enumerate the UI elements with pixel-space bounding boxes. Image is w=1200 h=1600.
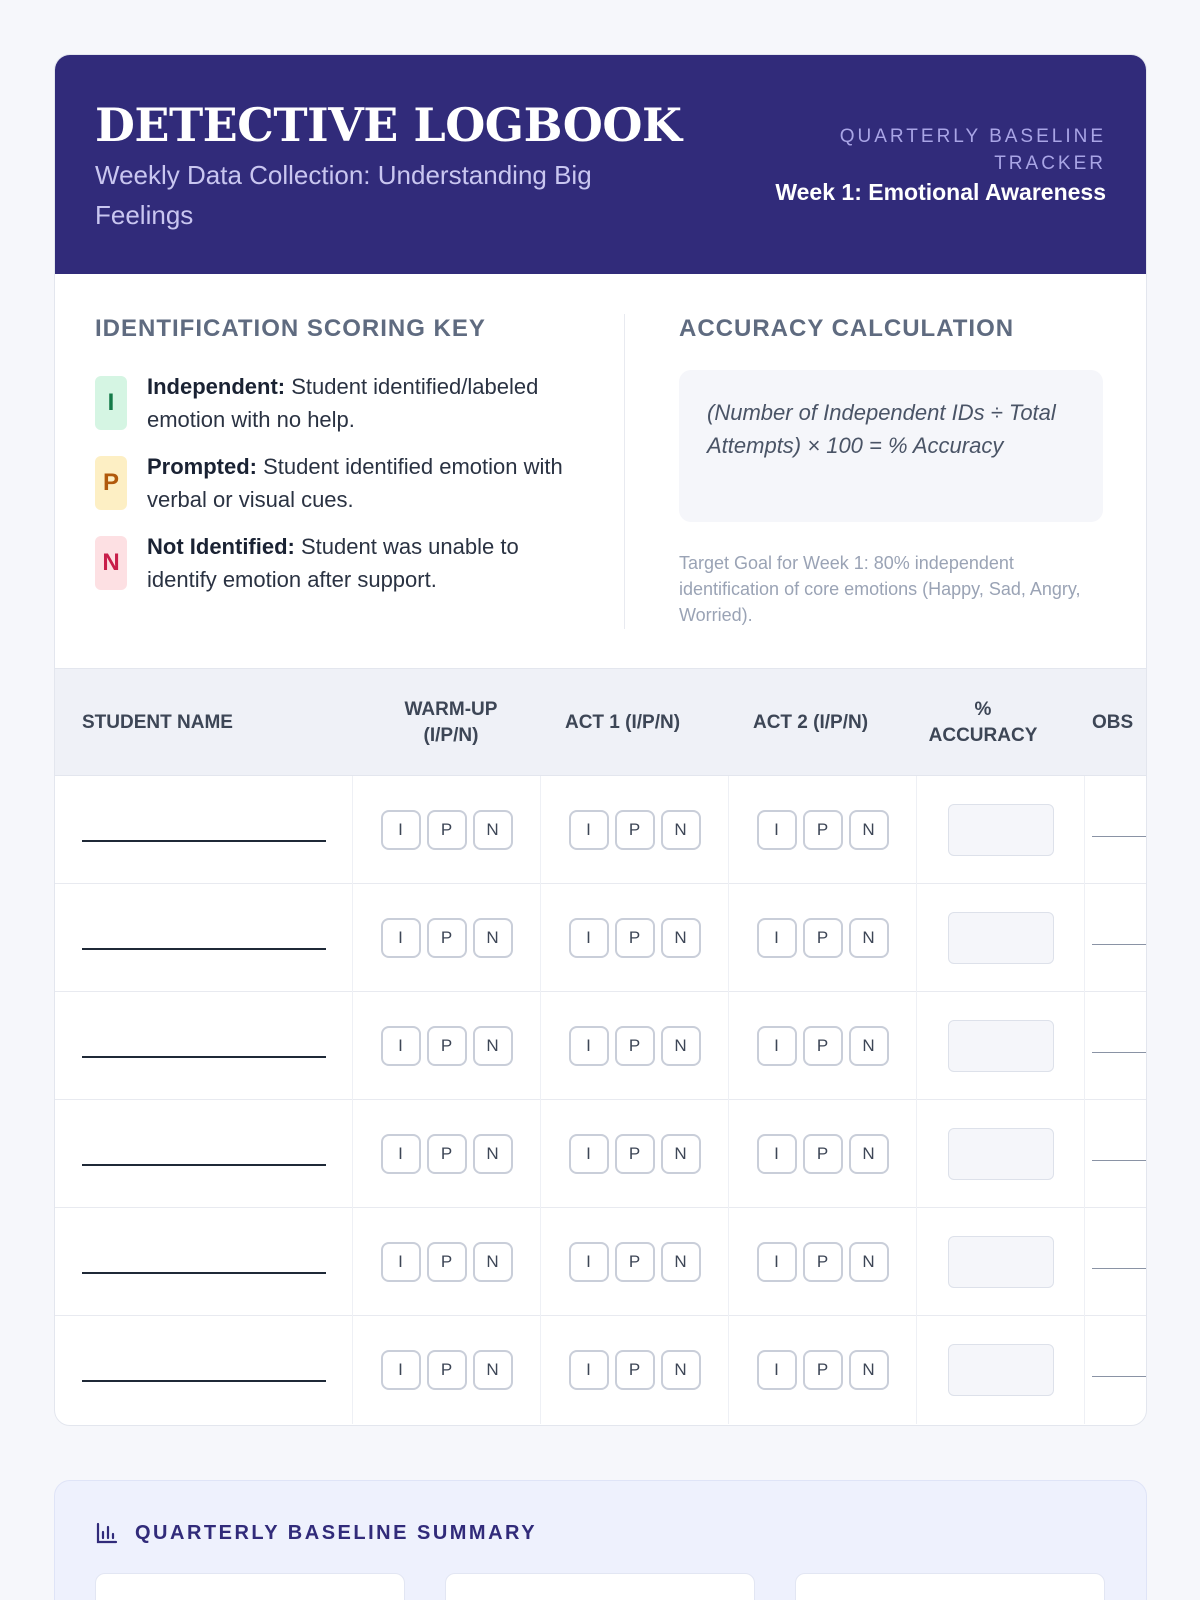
bar-chart-icon (95, 1521, 119, 1545)
score-option-n[interactable]: N (661, 810, 701, 850)
score-option-i[interactable]: I (381, 1026, 421, 1066)
prompted-badge: P (95, 456, 127, 510)
table-row (55, 1208, 1146, 1316)
accuracy-input[interactable] (948, 1236, 1054, 1288)
act-1-cell (541, 1100, 729, 1208)
summary-card (445, 1573, 755, 1600)
key-term: Not Identified: (147, 534, 295, 559)
score-option-n[interactable]: N (849, 1134, 889, 1174)
score-option-p[interactable]: P (615, 1134, 655, 1174)
accuracy-cell (917, 1208, 1085, 1316)
student-name-cell (55, 1100, 353, 1208)
score-option-n[interactable]: N (473, 1242, 513, 1282)
summary-heading: QUARTERLY BASELINE SUMMARY (135, 1521, 538, 1544)
score-option-p[interactable]: P (615, 1026, 655, 1066)
key-desc: Student was unable to identify emotion after support. (147, 534, 519, 592)
observation-line[interactable] (1092, 1376, 1147, 1377)
score-option-i[interactable]: I (569, 810, 609, 850)
table-row (55, 992, 1146, 1100)
column-act-2: ACT 2 (I/P/N) (752, 711, 869, 733)
observation-line[interactable] (1092, 944, 1147, 945)
key-item-prompted (95, 450, 594, 516)
score-option-i[interactable]: I (757, 918, 797, 958)
score-option-n[interactable]: N (661, 1026, 701, 1066)
summary-section (54, 1480, 1147, 1600)
column-student-name: STUDENT NAME (82, 711, 233, 733)
act-2-cell (729, 1100, 917, 1208)
score-option-n[interactable]: N (473, 918, 513, 958)
score-option-i[interactable]: I (381, 1242, 421, 1282)
accuracy-input[interactable] (948, 1020, 1054, 1072)
score-option-p[interactable]: P (615, 1350, 655, 1390)
warm-up-cell (353, 776, 541, 884)
logbook-card (54, 54, 1147, 1426)
score-option-n[interactable]: N (661, 1350, 701, 1390)
warm-up-cell (353, 1316, 541, 1424)
score-option-n[interactable]: N (849, 918, 889, 958)
student-name-line[interactable] (82, 1272, 326, 1274)
score-option-p[interactable]: P (803, 1242, 843, 1282)
score-option-n[interactable]: N (473, 1026, 513, 1066)
student-name-line[interactable] (82, 1056, 326, 1058)
score-option-i[interactable]: I (569, 1350, 609, 1390)
score-option-i[interactable]: I (757, 1242, 797, 1282)
target-goal-note: Target Goal for Week 1: 80% independent identification of core emotions (Happy, Sad, Angry, Worried). (679, 553, 1081, 625)
warm-up-cell (353, 1208, 541, 1316)
act-2-cell (729, 1208, 917, 1316)
score-option-n[interactable]: N (661, 1242, 701, 1282)
act-2-cell (729, 884, 917, 992)
accuracy-cell (917, 884, 1085, 992)
act-1-cell (541, 992, 729, 1100)
week-label: Week 1: Emotional Awareness (775, 179, 1106, 205)
student-name-cell (55, 776, 353, 884)
score-option-p[interactable]: P (803, 1350, 843, 1390)
student-name-cell (55, 1316, 353, 1424)
not-identified-badge: N (95, 536, 127, 590)
score-option-p[interactable]: P (615, 1242, 655, 1282)
page-title: DETECTIVE LOGBOOK (95, 98, 682, 152)
act-1-cell (541, 884, 729, 992)
score-option-i[interactable]: I (381, 1350, 421, 1390)
score-option-i[interactable]: I (569, 1026, 609, 1066)
score-option-n[interactable]: N (849, 810, 889, 850)
observation-line[interactable] (1092, 1052, 1147, 1053)
score-option-n[interactable]: N (661, 1134, 701, 1174)
score-option-p[interactable]: P (803, 810, 843, 850)
score-option-n[interactable]: N (473, 1350, 513, 1390)
accuracy-calculation (625, 314, 1106, 668)
column-observations: OBS (1092, 711, 1134, 733)
formula-text: (Number of Independent IDs ÷ Total Attempts) × 100 = % Accuracy (707, 400, 1056, 458)
accuracy-input[interactable] (948, 1128, 1054, 1180)
observation-line[interactable] (1092, 1160, 1147, 1161)
column-accuracy: % ACCURACY (928, 698, 1038, 746)
score-option-i[interactable]: I (381, 1134, 421, 1174)
page-subtitle: Weekly Data Collection: Understanding Big Feelings (95, 160, 592, 230)
score-option-p[interactable]: P (427, 1026, 467, 1066)
score-option-i[interactable]: I (569, 1134, 609, 1174)
score-option-i[interactable]: I (757, 810, 797, 850)
accuracy-input[interactable] (948, 1344, 1054, 1396)
key-desc: Student identified/labeled emotion with no help. (147, 374, 539, 432)
score-option-n[interactable]: N (849, 1350, 889, 1390)
summary-card (795, 1573, 1105, 1600)
accuracy-cell (917, 776, 1085, 884)
warm-up-cell (353, 992, 541, 1100)
score-option-p[interactable]: P (803, 1026, 843, 1066)
act-2-cell (729, 992, 917, 1100)
table-body (55, 776, 1146, 1424)
warm-up-cell (353, 884, 541, 992)
accuracy-heading: ACCURACY CALCULATION (679, 315, 1015, 342)
table-row (55, 776, 1146, 884)
score-option-p[interactable]: P (615, 810, 655, 850)
score-option-i[interactable]: I (381, 810, 421, 850)
accuracy-cell (917, 1316, 1085, 1424)
act-1-cell (541, 1316, 729, 1424)
formula-box (679, 370, 1103, 522)
score-option-i[interactable]: I (381, 918, 421, 958)
score-option-p[interactable]: P (803, 1134, 843, 1174)
score-option-i[interactable]: I (757, 1026, 797, 1066)
score-option-n[interactable]: N (661, 918, 701, 958)
accuracy-input[interactable] (948, 912, 1054, 964)
student-name-line[interactable] (82, 1164, 326, 1166)
act-1-cell (541, 776, 729, 884)
score-option-p[interactable]: P (803, 918, 843, 958)
independent-badge: I (95, 376, 127, 430)
key-term: Independent: (147, 374, 286, 399)
student-name-line[interactable] (82, 948, 326, 950)
key-item-not-identified (95, 530, 594, 596)
score-option-n[interactable]: N (849, 1242, 889, 1282)
score-option-i[interactable]: I (757, 1350, 797, 1390)
accuracy-input[interactable] (948, 804, 1054, 856)
scoring-key-heading: IDENTIFICATION SCORING KEY (95, 315, 486, 342)
table-header (55, 669, 1146, 776)
student-name-line[interactable] (82, 1380, 326, 1382)
key-term: Prompted: (147, 454, 257, 479)
student-name-line[interactable] (82, 840, 326, 842)
key-desc: Student identified emotion with verbal or visual cues. (147, 454, 563, 512)
act-1-cell (541, 1208, 729, 1316)
score-option-i[interactable]: I (569, 1242, 609, 1282)
student-name-cell (55, 884, 353, 992)
summary-card (95, 1573, 405, 1600)
accuracy-cell (917, 1100, 1085, 1208)
header (55, 55, 1146, 274)
score-option-n[interactable]: N (473, 1134, 513, 1174)
score-option-p[interactable]: P (427, 918, 467, 958)
table-row (55, 1316, 1146, 1424)
tracker-label: QUARTERLY BASELINE TRACKER (839, 126, 1106, 174)
student-name-cell (55, 992, 353, 1100)
column-act-1: ACT 1 (I/P/N) (564, 711, 681, 733)
table-row (55, 884, 1146, 992)
score-option-p[interactable]: P (427, 1242, 467, 1282)
observation-line[interactable] (1092, 836, 1147, 837)
score-option-i[interactable]: I (569, 918, 609, 958)
scoring-key (95, 314, 625, 629)
score-option-n[interactable]: N (473, 810, 513, 850)
warm-up-cell (353, 1100, 541, 1208)
score-option-p[interactable]: P (615, 918, 655, 958)
score-option-n[interactable]: N (849, 1026, 889, 1066)
score-option-i[interactable]: I (757, 1134, 797, 1174)
score-option-p[interactable]: P (427, 1134, 467, 1174)
score-option-p[interactable]: P (427, 810, 467, 850)
table-row (55, 1100, 1146, 1208)
accuracy-cell (917, 992, 1085, 1100)
act-2-cell (729, 776, 917, 884)
observation-line[interactable] (1092, 1268, 1147, 1269)
act-2-cell (729, 1316, 917, 1424)
column-warm-up: WARM-UP (I/P/N) (404, 698, 498, 746)
key-item-independent (95, 370, 594, 436)
key-section (55, 274, 1146, 669)
student-name-cell (55, 1208, 353, 1316)
score-option-p[interactable]: P (427, 1350, 467, 1390)
